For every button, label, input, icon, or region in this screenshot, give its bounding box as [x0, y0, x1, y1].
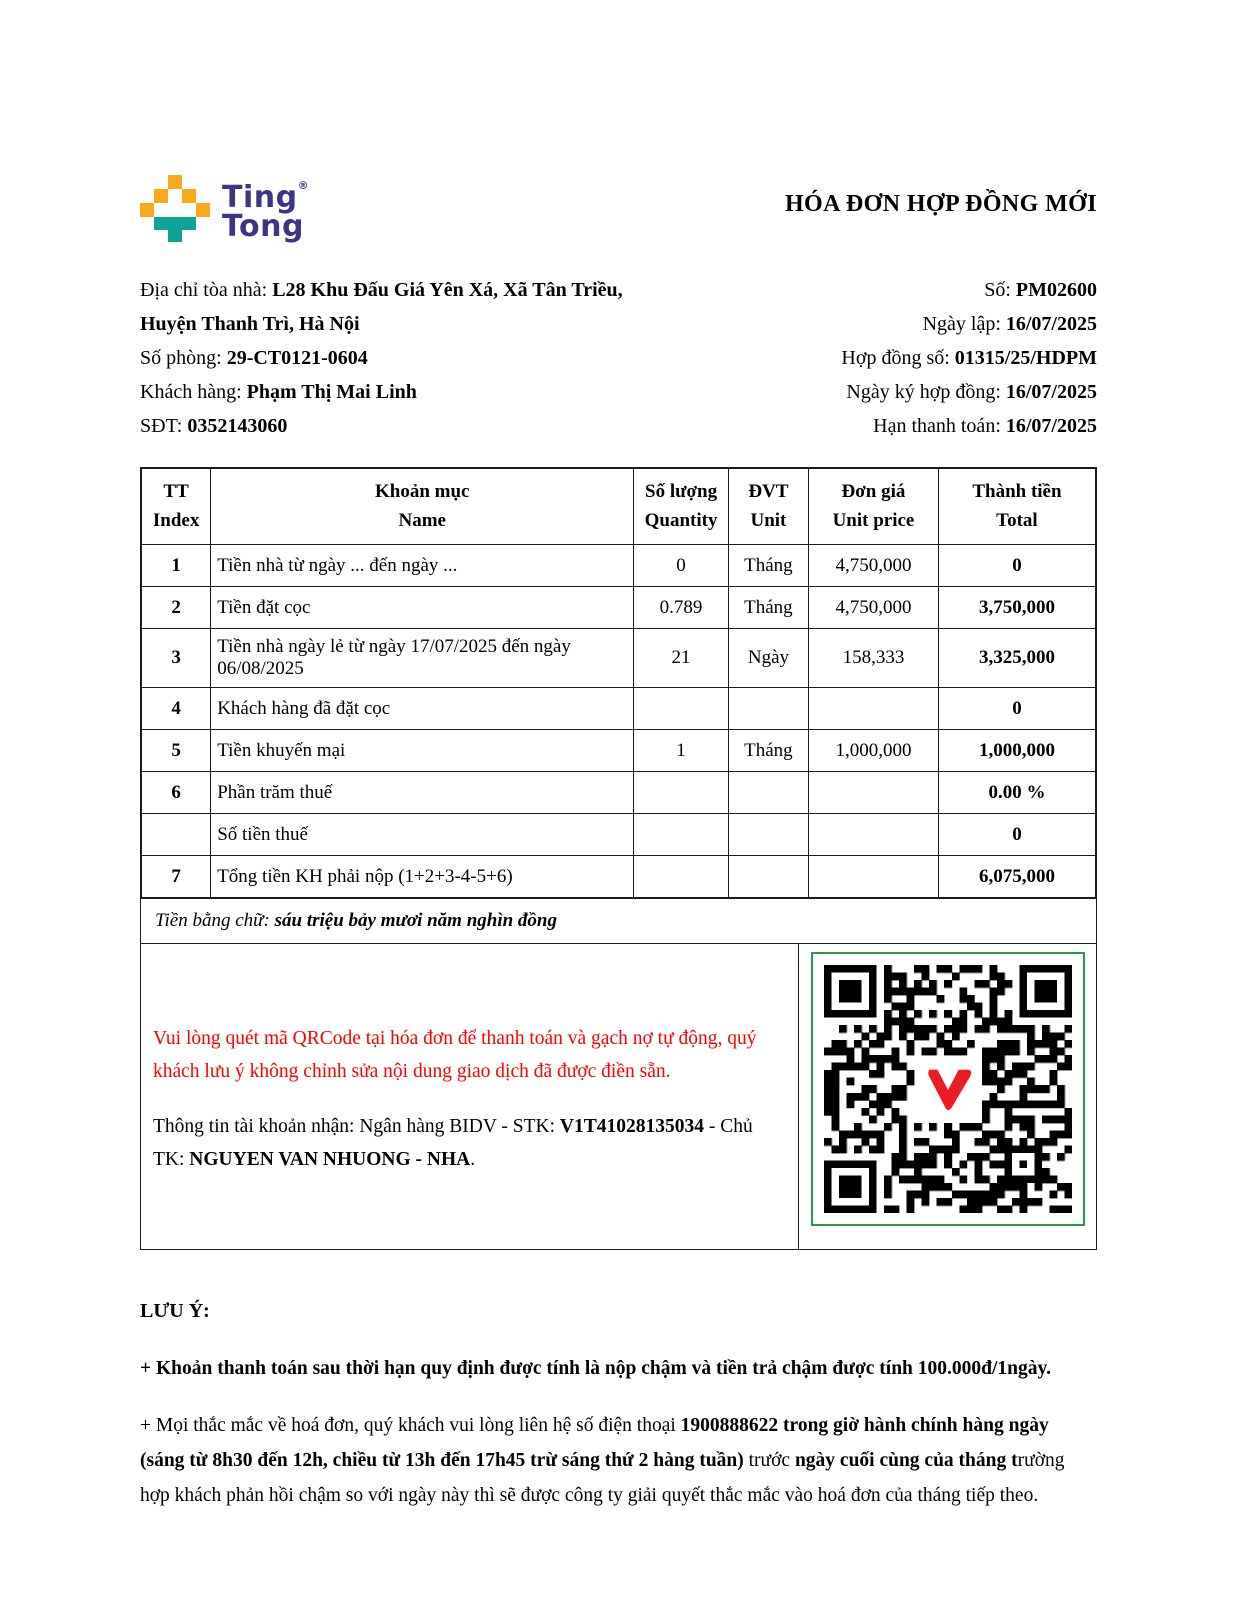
cell-name: Số tiền thuế: [211, 814, 634, 856]
due-date-label: Hạn thanh toán:: [873, 415, 1006, 437]
cell-unit-price: 4,750,000: [809, 587, 939, 629]
cell-unit: Ngày: [728, 629, 808, 688]
col-header-unit-price: Đơn giá Unit price: [809, 468, 939, 545]
contract-no-value: 01315/25/HDPM: [954, 347, 1097, 369]
page-title: HÓA ĐƠN HỢP ĐỒNG MỚI: [784, 191, 1097, 217]
payment-instructions: [141, 944, 799, 1249]
cell-quantity: [634, 772, 729, 814]
cell-index: 1: [141, 545, 211, 587]
cell-total: 3,750,000: [938, 587, 1096, 629]
customer-info: [140, 273, 680, 443]
cell-unit-price: [809, 688, 939, 730]
cell-name: Tổng tiền KH phải nộp (1+2+3-4-5+6): [211, 856, 634, 899]
contact-note-text: + Mọi thắc mắc về hoá đơn, quý khách vui lòng liên hệ số điện thoại: [140, 1415, 681, 1436]
cell-unit: [728, 856, 808, 899]
items-table: [140, 467, 1097, 899]
col-header-index: TT Index: [141, 468, 211, 545]
table-row: [141, 587, 1096, 629]
cell-index: [141, 814, 211, 856]
room-value: 29-CT0121-0604: [226, 347, 368, 369]
cell-total: 6,075,000: [938, 856, 1096, 899]
qr-frame: [811, 952, 1085, 1226]
logo-pixel: [154, 217, 196, 230]
cell-total: 1,000,000: [938, 730, 1096, 772]
logo-pixel: [182, 189, 196, 203]
cell-index: 3: [141, 629, 211, 688]
invoice-number-label: Số:: [984, 279, 1016, 301]
tingtong-logo-icon: [140, 175, 210, 243]
cell-quantity: [634, 814, 729, 856]
cell-index: 2: [141, 587, 211, 629]
brand-wordmark: Ting® Tong: [222, 179, 310, 244]
logo-pixel: [140, 203, 154, 217]
amount-words-label: Tiền bằng chữ:: [155, 910, 275, 931]
sign-date-label: Ngày ký hợp đồng:: [846, 381, 1006, 403]
qr-cell: [799, 944, 1096, 1249]
cell-unit-price: 4,750,000: [809, 545, 939, 587]
notes-title: LƯU Ý:: [140, 1300, 210, 1322]
account-suffix: .: [470, 1149, 476, 1170]
cell-unit: [728, 688, 808, 730]
address-value: L28 Khu Đấu Giá Yên Xá, Xã Tân Triều, Huyện Thanh Trì, Hà Nội: [140, 279, 623, 335]
cell-unit: Tháng: [728, 587, 808, 629]
table-row: [141, 688, 1096, 730]
table-header-row: [141, 468, 1096, 545]
address-label: Địa chỉ tòa nhà:: [140, 279, 273, 301]
logo-pixel: [154, 189, 168, 203]
cell-total: 0: [938, 814, 1096, 856]
hotline-number: 1900888622 trong giờ hành chính hàng ngày (sáng từ 8h30 đến 12h, chiều từ 13h đến 17h45 trừ sáng thứ 2 hàng tuần): [140, 1415, 1049, 1471]
cell-quantity: 1: [634, 730, 729, 772]
table-row: [141, 730, 1096, 772]
issue-date-label: Ngày lập:: [922, 313, 1006, 335]
table-row: [141, 545, 1096, 587]
payment-section: [140, 944, 1097, 1250]
vietqr-v-icon: [919, 1063, 977, 1115]
cell-index: 7: [141, 856, 211, 899]
customer-label: Khách hàng:: [140, 381, 247, 403]
invoice-info: [140, 273, 1097, 443]
contact-note-text: trước: [743, 1450, 795, 1471]
contact-note-text: rường hợp khách phản hồi chậm so với ngày này thì sẽ được công ty giải quyết thắc mắc vào hoá đơn của tháng tiếp theo.: [140, 1450, 1065, 1506]
invoice-number-value: PM02600: [1015, 279, 1097, 301]
cell-unit-price: [809, 856, 939, 899]
cell-index: 5: [141, 730, 211, 772]
cell-quantity: 21: [634, 629, 729, 688]
cell-name: Phần trăm thuế: [211, 772, 634, 814]
cell-unit-price: [809, 772, 939, 814]
col-header-quantity: Số lượng Quantity: [634, 468, 729, 545]
cell-name: Tiền nhà từ ngày ... đến ngày ...: [211, 545, 634, 587]
logo-pixel: [168, 175, 182, 189]
cell-quantity: [634, 688, 729, 730]
cell-unit: Tháng: [728, 545, 808, 587]
account-info-text: [153, 1110, 782, 1176]
deadline-text: ngày cuối cùng của tháng t: [794, 1450, 1018, 1471]
logo-pixel: [196, 203, 210, 217]
contact-note: [140, 1408, 1097, 1513]
account-prefix: Thông tin tài khoản nhận: Ngân hàng BIDV - STK:: [153, 1116, 560, 1137]
registered-mark: ®: [297, 179, 310, 192]
cell-total: 3,325,000: [938, 629, 1096, 688]
cell-name: Khách hàng đã đặt cọc: [211, 688, 634, 730]
cell-total: 0: [938, 545, 1096, 587]
customer-value: Phạm Thị Mai Linh: [246, 381, 417, 403]
header: [140, 175, 1097, 243]
logo-pixel: [168, 230, 182, 242]
cell-name: Tiền đặt cọc: [211, 587, 634, 629]
cell-unit-price: 158,333: [809, 629, 939, 688]
table-row: [141, 856, 1096, 899]
cell-unit-price: 1,000,000: [809, 730, 939, 772]
cell-unit: Tháng: [728, 730, 808, 772]
phone-label: SĐT:: [140, 415, 188, 437]
phone-value: 0352143060: [187, 415, 288, 437]
contract-no-label: Hợp đồng số:: [841, 347, 955, 369]
cell-unit: [728, 772, 808, 814]
sign-date-value: 16/07/2025: [1005, 381, 1097, 403]
issue-date-value: 16/07/2025: [1005, 313, 1097, 335]
amount-in-words: [140, 899, 1097, 944]
table-row: [141, 814, 1096, 856]
col-header-name: Khoản mục Name: [211, 468, 634, 545]
cell-quantity: [634, 856, 729, 899]
qr-warning-text: Vui lòng quét mã QRCode tại hóa đơn để thanh toán và gạch nợ tự động, quý khách lưu ý không chỉnh sửa nội dung giao dịch đã được điền sẵn.: [153, 1028, 757, 1082]
cell-total: 0.00 %: [938, 772, 1096, 814]
cell-total: 0: [938, 688, 1096, 730]
cell-unit: [728, 814, 808, 856]
col-header-total: Thành tiền Total: [938, 468, 1096, 545]
late-payment-note: + Khoản thanh toán sau thời hạn quy định được tính là nộp chậm và tiền trả chậm được tính 100.000đ/1ngày.: [140, 1358, 1052, 1379]
account-mid: - Chủ TK:: [153, 1116, 753, 1170]
cell-name: Tiền khuyến mại: [211, 730, 634, 772]
amount-words-value: sáu triệu bảy mươi năm nghìn đồng: [274, 910, 557, 931]
cell-index: 4: [141, 688, 211, 730]
account-holder: NGUYEN VAN NHUONG - NHA: [189, 1149, 471, 1170]
cell-unit-price: [809, 814, 939, 856]
cell-name: Tiền nhà ngày lẻ từ ngày 17/07/2025 đến ngày 06/08/2025: [211, 629, 634, 688]
room-label: Số phòng:: [140, 347, 227, 369]
table-row: [141, 772, 1096, 814]
account-number: V1T41028135034: [559, 1116, 705, 1137]
col-header-unit: ĐVT Unit: [728, 468, 808, 545]
cell-quantity: 0: [634, 545, 729, 587]
invoice-meta: [680, 273, 1097, 443]
brand-logo: [140, 175, 309, 243]
due-date-value: 16/07/2025: [1005, 415, 1097, 437]
notes-section: [140, 1294, 1097, 1513]
cell-index: 6: [141, 772, 211, 814]
cell-quantity: 0.789: [634, 587, 729, 629]
table-row: [141, 629, 1096, 688]
